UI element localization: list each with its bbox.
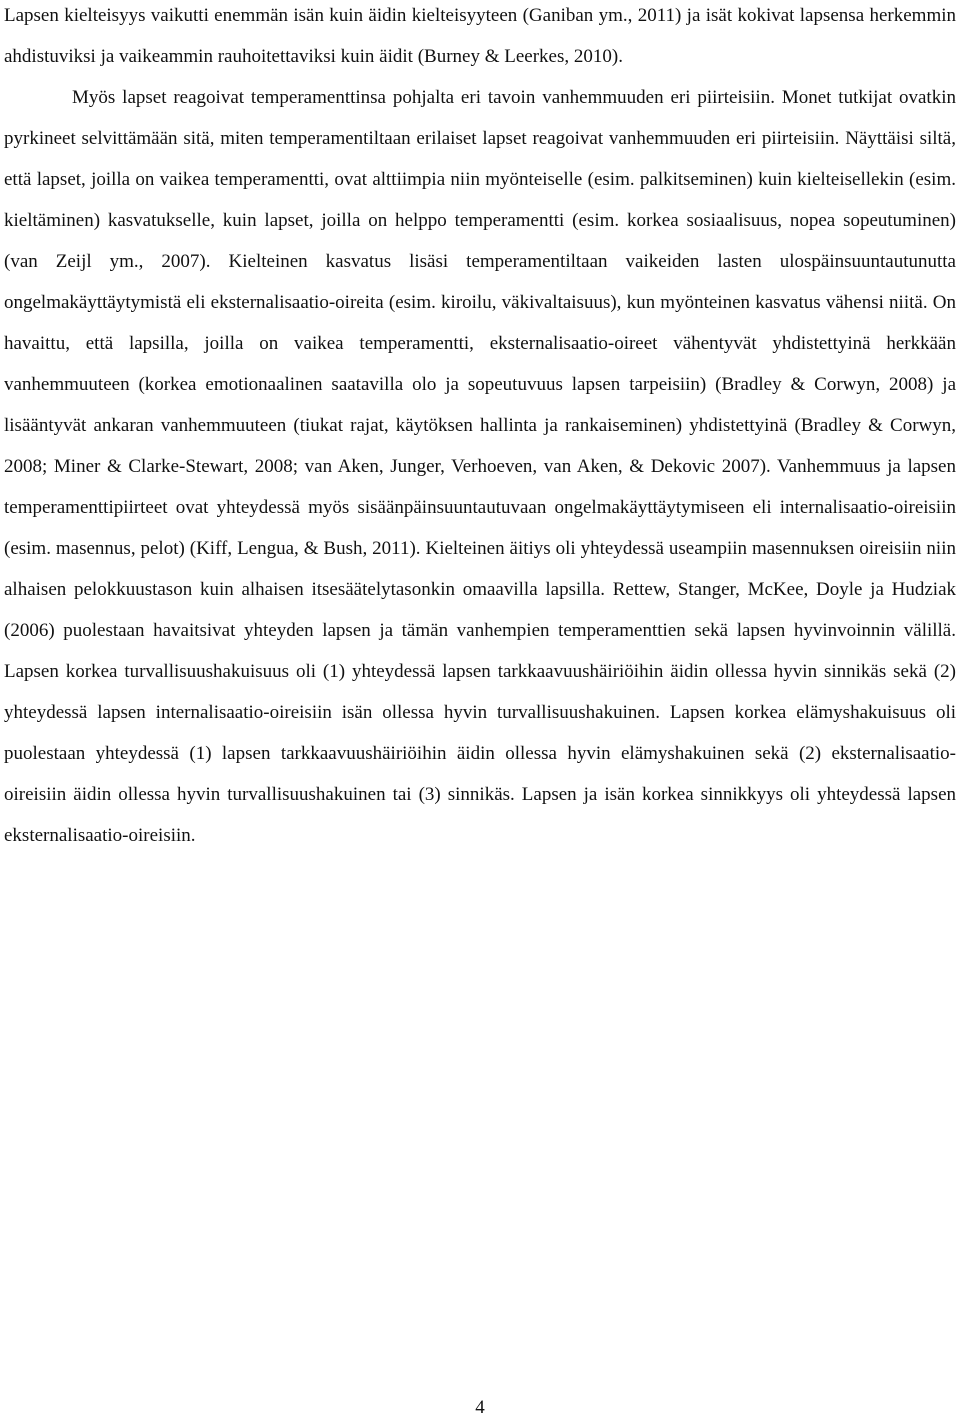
body-paragraph-2: Myös lapset reagoivat temperamenttinsa pohjalta eri tavoin vanhemmuuden eri piirteisiin. Monet tutkijat ovatkin pyrkineet selvittämään sitä, miten temperamentiltaan erilaiset lapset reagoivat vanhemmuuden eri piirteisiin. Näyttäisi siltä, että lapset, joilla on vaikea temperamentti, ovat alttiimpia niin myönteiselle (esim. palkitseminen) kuin kielteisellekin (esim. kieltäminen) kasvatukselle, kuin lapset, joilla on helppo temperamentti (esim. korkea sosiaalisuus, nopea sopeutuminen) (van Zeijl ym., 2007). Kielteinen kasvatus lisäsi temperamentiltaan vaikeiden lasten ulospäinsuuntautunutta ongelmakäyttäytymistä eli eksternalisaatio-oireita (esim. kiroilu, väkivaltaisuus), kun myönteinen kasvatus vähensi niitä. On havaittu, että lapsilla, joilla on vaikea temperamentti, eksternalisaatio-oireet vähentyvät yhdistettyinä herkkään vanhemmuuteen (korkea emotionaalinen saatavilla olo ja sopeutuvuus lapsen tarpeisiin) (Bradley & Corwyn, 2008) ja lisääntyvät ankaran vanhemmuuteen (tiukat rajat, käytöksen hallinta ja rankaiseminen) yhdistettyinä (Bradley & Corwyn, 2008; Miner & Clarke-Stewart, 2008; van Aken, Junger, Verhoeven, van Aken, & Dekovic 2007). Vanhemmuus ja lapsen temperamenttipiirteet ovat yhteydessä myös sisäänpäinsuuntautuvaan ongelmakäyttäytymiseen eli internalisaatio-oireisiin (esim. masennus, pelot) (Kiff, Lengua, & Bush, 2011). Kielteinen äitiys oli yhteydessä useampiin masennuksen oireisiin niin alhaisen pelokkuustason kuin alhaisen itsesäätelytasonkin omaavilla lapsilla. Rettew, Stanger, McKee, Doyle ja Hudziak (2006) puolestaan havaitsivat yhteyden lapsen ja tämän vanhempien temperamenttien sekä lapsen hyvinvoinnin välillä. Lapsen korkea turvallisuushakuisuus oli (1) yhteydessä lapsen tarkkaavuushäiriöihin äidin ollessa hyvin sinnikäs sekä (2) yhteydessä lapsen internalisaatio-oireisiin isän ollessa hyvin turvallisuushakuinen. Lapsen korkea elämyshakuisuus oli puolestaan yhteydessä (1) lapsen tarkkaavuushäiriöihin äidin ollessa hyvin elämyshakuinen sekä (2) eksternalisaatio-oireisiin äidin ollessa hyvin turvallisuushakuinen tai (3) sinnikäs. Lapsen ja isän korkea sinnikkyys oli yhteydessä lapsen eksternalisaatio-oireisiin. <box>4 87 956 846</box>
page-number: 4 <box>475 1397 485 1418</box>
body-paragraph-1: Lapsen kielteisyys vaikutti enemmän isän kuin äidin kielteisyyteen (Ganiban ym., 2011) ja isät kokivat lapsensa herkemmin ahdistuviksi ja vaikeammin rauhoitettaviksi kuin äidit (Burney & Leerkes, 2010). <box>4 5 956 67</box>
